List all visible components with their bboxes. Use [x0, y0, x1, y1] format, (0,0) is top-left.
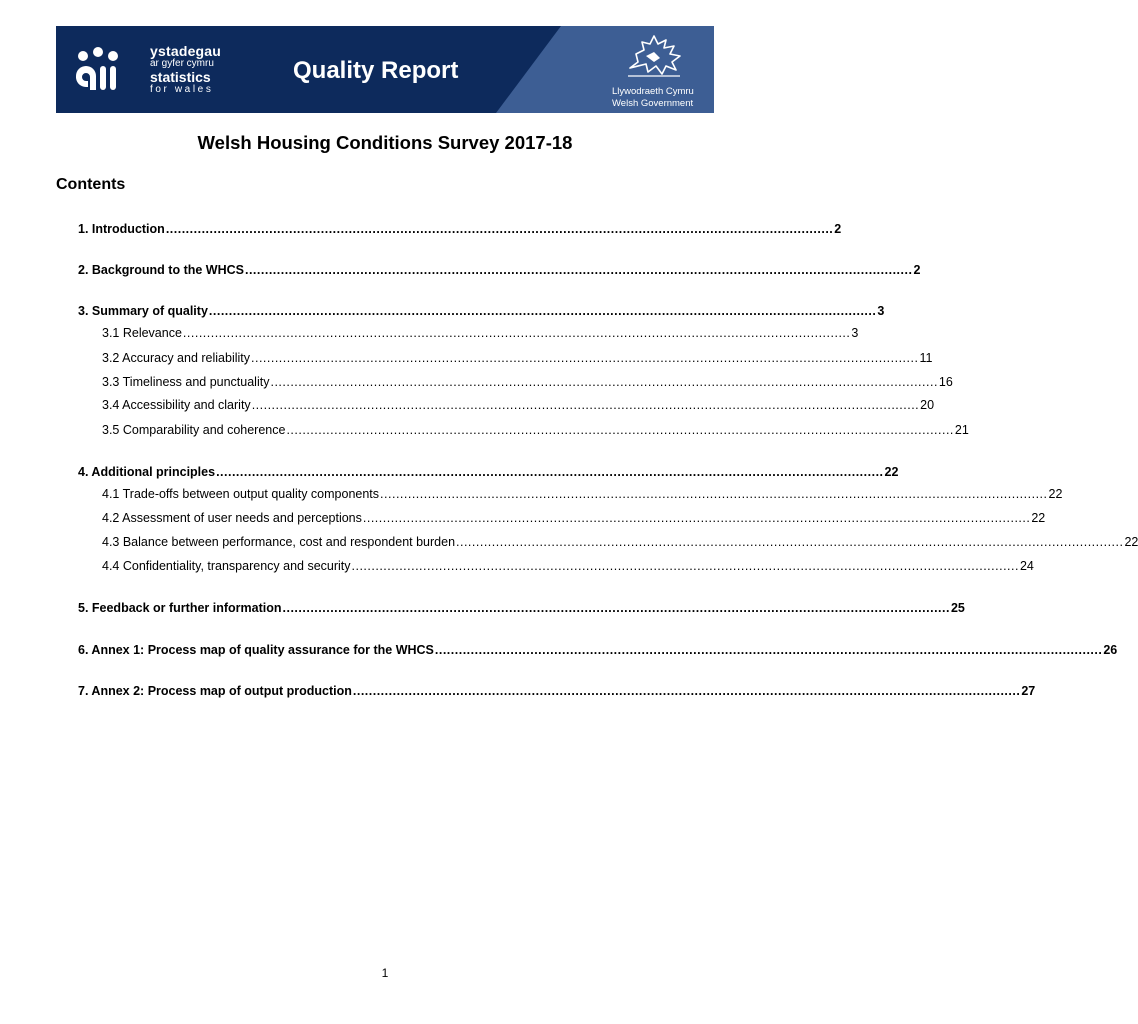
toc-leader-dots: ........................................................................................................................................................................ — [216, 465, 884, 479]
toc-entry-page: 22 — [1124, 535, 1138, 549]
toc-entry-trade-offs[interactable] — [102, 487, 1063, 503]
toc-leader-dots: ........................................................................................................................................................................ — [434, 643, 1103, 657]
toc-entry-label: 3.1 Relevance — [102, 326, 182, 340]
toc-entry-introduction[interactable] — [78, 222, 842, 238]
toc-entry-label: 3.3 Timeliness and punctuality — [102, 375, 270, 389]
toc-leader-dots: ........................................................................................................................................................................ — [352, 684, 1021, 698]
toc-entry-accessibility[interactable] — [102, 398, 935, 414]
toc-entry-page: 3 — [877, 304, 885, 318]
toc-entry-page: 20 — [920, 398, 935, 412]
toc-entry-label: 1. Introduction — [78, 222, 165, 236]
toc-entry-page: 22 — [1031, 511, 1046, 525]
toc-entry-relevance[interactable] — [102, 326, 859, 342]
statistics-for-wales-logo-icon — [74, 46, 122, 94]
toc-leader-dots: ........................................................................................................................................................................ — [165, 222, 834, 236]
toc-entry-balance[interactable] — [102, 535, 1138, 551]
toc-leader-dots: ........................................................................................................................................................................ — [362, 511, 1031, 525]
toc-entry-accuracy[interactable] — [102, 351, 933, 367]
toc-leader-dots: ........................................................................................................................................................................ — [282, 601, 950, 615]
toc-entry-label: 6. Annex 1: Process map of quality assurance for the WHCS — [78, 643, 434, 657]
toc-entry-label: 4.4 Confidentiality, transparency and security — [102, 559, 351, 573]
toc-entry-label: 3.4 Accessibility and clarity — [102, 398, 251, 412]
logo-english-subtitle: for wales — [150, 84, 214, 95]
toc-entry-page: 25 — [950, 601, 965, 615]
toc-entry-additional-principles[interactable] — [78, 465, 899, 481]
toc-leader-dots: ........................................................................................................................................................................ — [286, 423, 954, 437]
toc-entry-page: 16 — [938, 375, 953, 389]
toc-entry-comparability[interactable] — [102, 423, 969, 439]
toc-entry-background[interactable] — [78, 263, 921, 279]
toc-entry-label: 4.1 Trade-offs between output quality components — [102, 487, 380, 501]
toc-entry-feedback[interactable] — [78, 601, 965, 617]
page-number: 1 — [381, 966, 389, 980]
toc-entry-page: 22 — [884, 465, 899, 479]
toc-entry-page: 3 — [851, 326, 859, 340]
toc-entry-timeliness[interactable] — [102, 375, 953, 391]
toc-leader-dots: ........................................................................................................................................................................ — [380, 487, 1048, 501]
logo-welsh-name: ystadegau — [150, 43, 222, 59]
toc-entry-label: 7. Annex 2: Process map of output production — [78, 684, 352, 698]
banner-title: Quality Report — [293, 57, 459, 84]
document-title: Welsh Housing Conditions Survey 2017-18 — [197, 132, 573, 153]
toc-entry-confidentiality[interactable] — [102, 559, 1034, 575]
toc-entry-user-needs[interactable] — [102, 511, 1046, 527]
logo-welsh-subtitle: ar gyfer cymru — [150, 58, 214, 69]
report-banner — [56, 26, 714, 113]
toc-entry-page: 2 — [834, 222, 842, 236]
toc-entry-label: 4. Additional principles — [78, 465, 216, 479]
contents-heading: Contents — [56, 176, 126, 193]
toc-leader-dots: ........................................................................................................................................................................ — [208, 304, 877, 318]
toc-entry-label: 4.3 Balance between performance, cost and respondent burden — [102, 535, 456, 549]
gov-name-english: Welsh Government — [612, 98, 694, 109]
toc-leader-dots: ........................................................................................................................................................................ — [270, 375, 938, 389]
welsh-dragon-icon — [624, 32, 684, 78]
toc-leader-dots: ........................................................................................................................................................................ — [251, 351, 919, 365]
toc-entry-label: 5. Feedback or further information — [78, 601, 282, 615]
toc-entry-label: 3.2 Accuracy and reliability — [102, 351, 250, 365]
toc-entry-annex-2[interactable] — [78, 684, 1036, 700]
toc-leader-dots: ........................................................................................................................................................................ — [182, 326, 851, 340]
toc-leader-dots: ........................................................................................................................................................................ — [251, 398, 920, 412]
gov-name-welsh: Llywodraeth Cymru — [612, 86, 694, 97]
gov-name — [612, 86, 694, 110]
toc-entry-label: 3.5 Comparability and coherence — [102, 423, 286, 437]
logo-english-name: statistics — [150, 69, 211, 85]
toc-entry-page: 2 — [913, 263, 921, 277]
toc-entry-label: 3. Summary of quality — [78, 304, 208, 318]
toc-entry-page: 22 — [1048, 487, 1063, 501]
statistics-logo-text — [150, 44, 221, 95]
toc-entry-label: 4.2 Assessment of user needs and perceptions — [102, 511, 362, 525]
toc-leader-dots: ........................................................................................................................................................................ — [351, 559, 1019, 573]
toc-entry-page: 27 — [1021, 684, 1036, 698]
toc-entry-annex-1[interactable] — [78, 643, 1118, 659]
toc-entry-page: 11 — [919, 351, 933, 365]
toc-leader-dots: ........................................................................................................................................................................ — [244, 263, 913, 277]
welsh-government-logo — [606, 32, 706, 110]
toc-entry-summary-of-quality[interactable] — [78, 304, 885, 320]
toc-leader-dots: ........................................................................................................................................................................ — [456, 535, 1124, 549]
toc-entry-page: 24 — [1019, 559, 1034, 573]
toc-entry-page: 26 — [1103, 643, 1118, 657]
toc-entry-page: 21 — [954, 423, 969, 437]
toc-entry-label: 2. Background to the WHCS — [78, 263, 244, 277]
